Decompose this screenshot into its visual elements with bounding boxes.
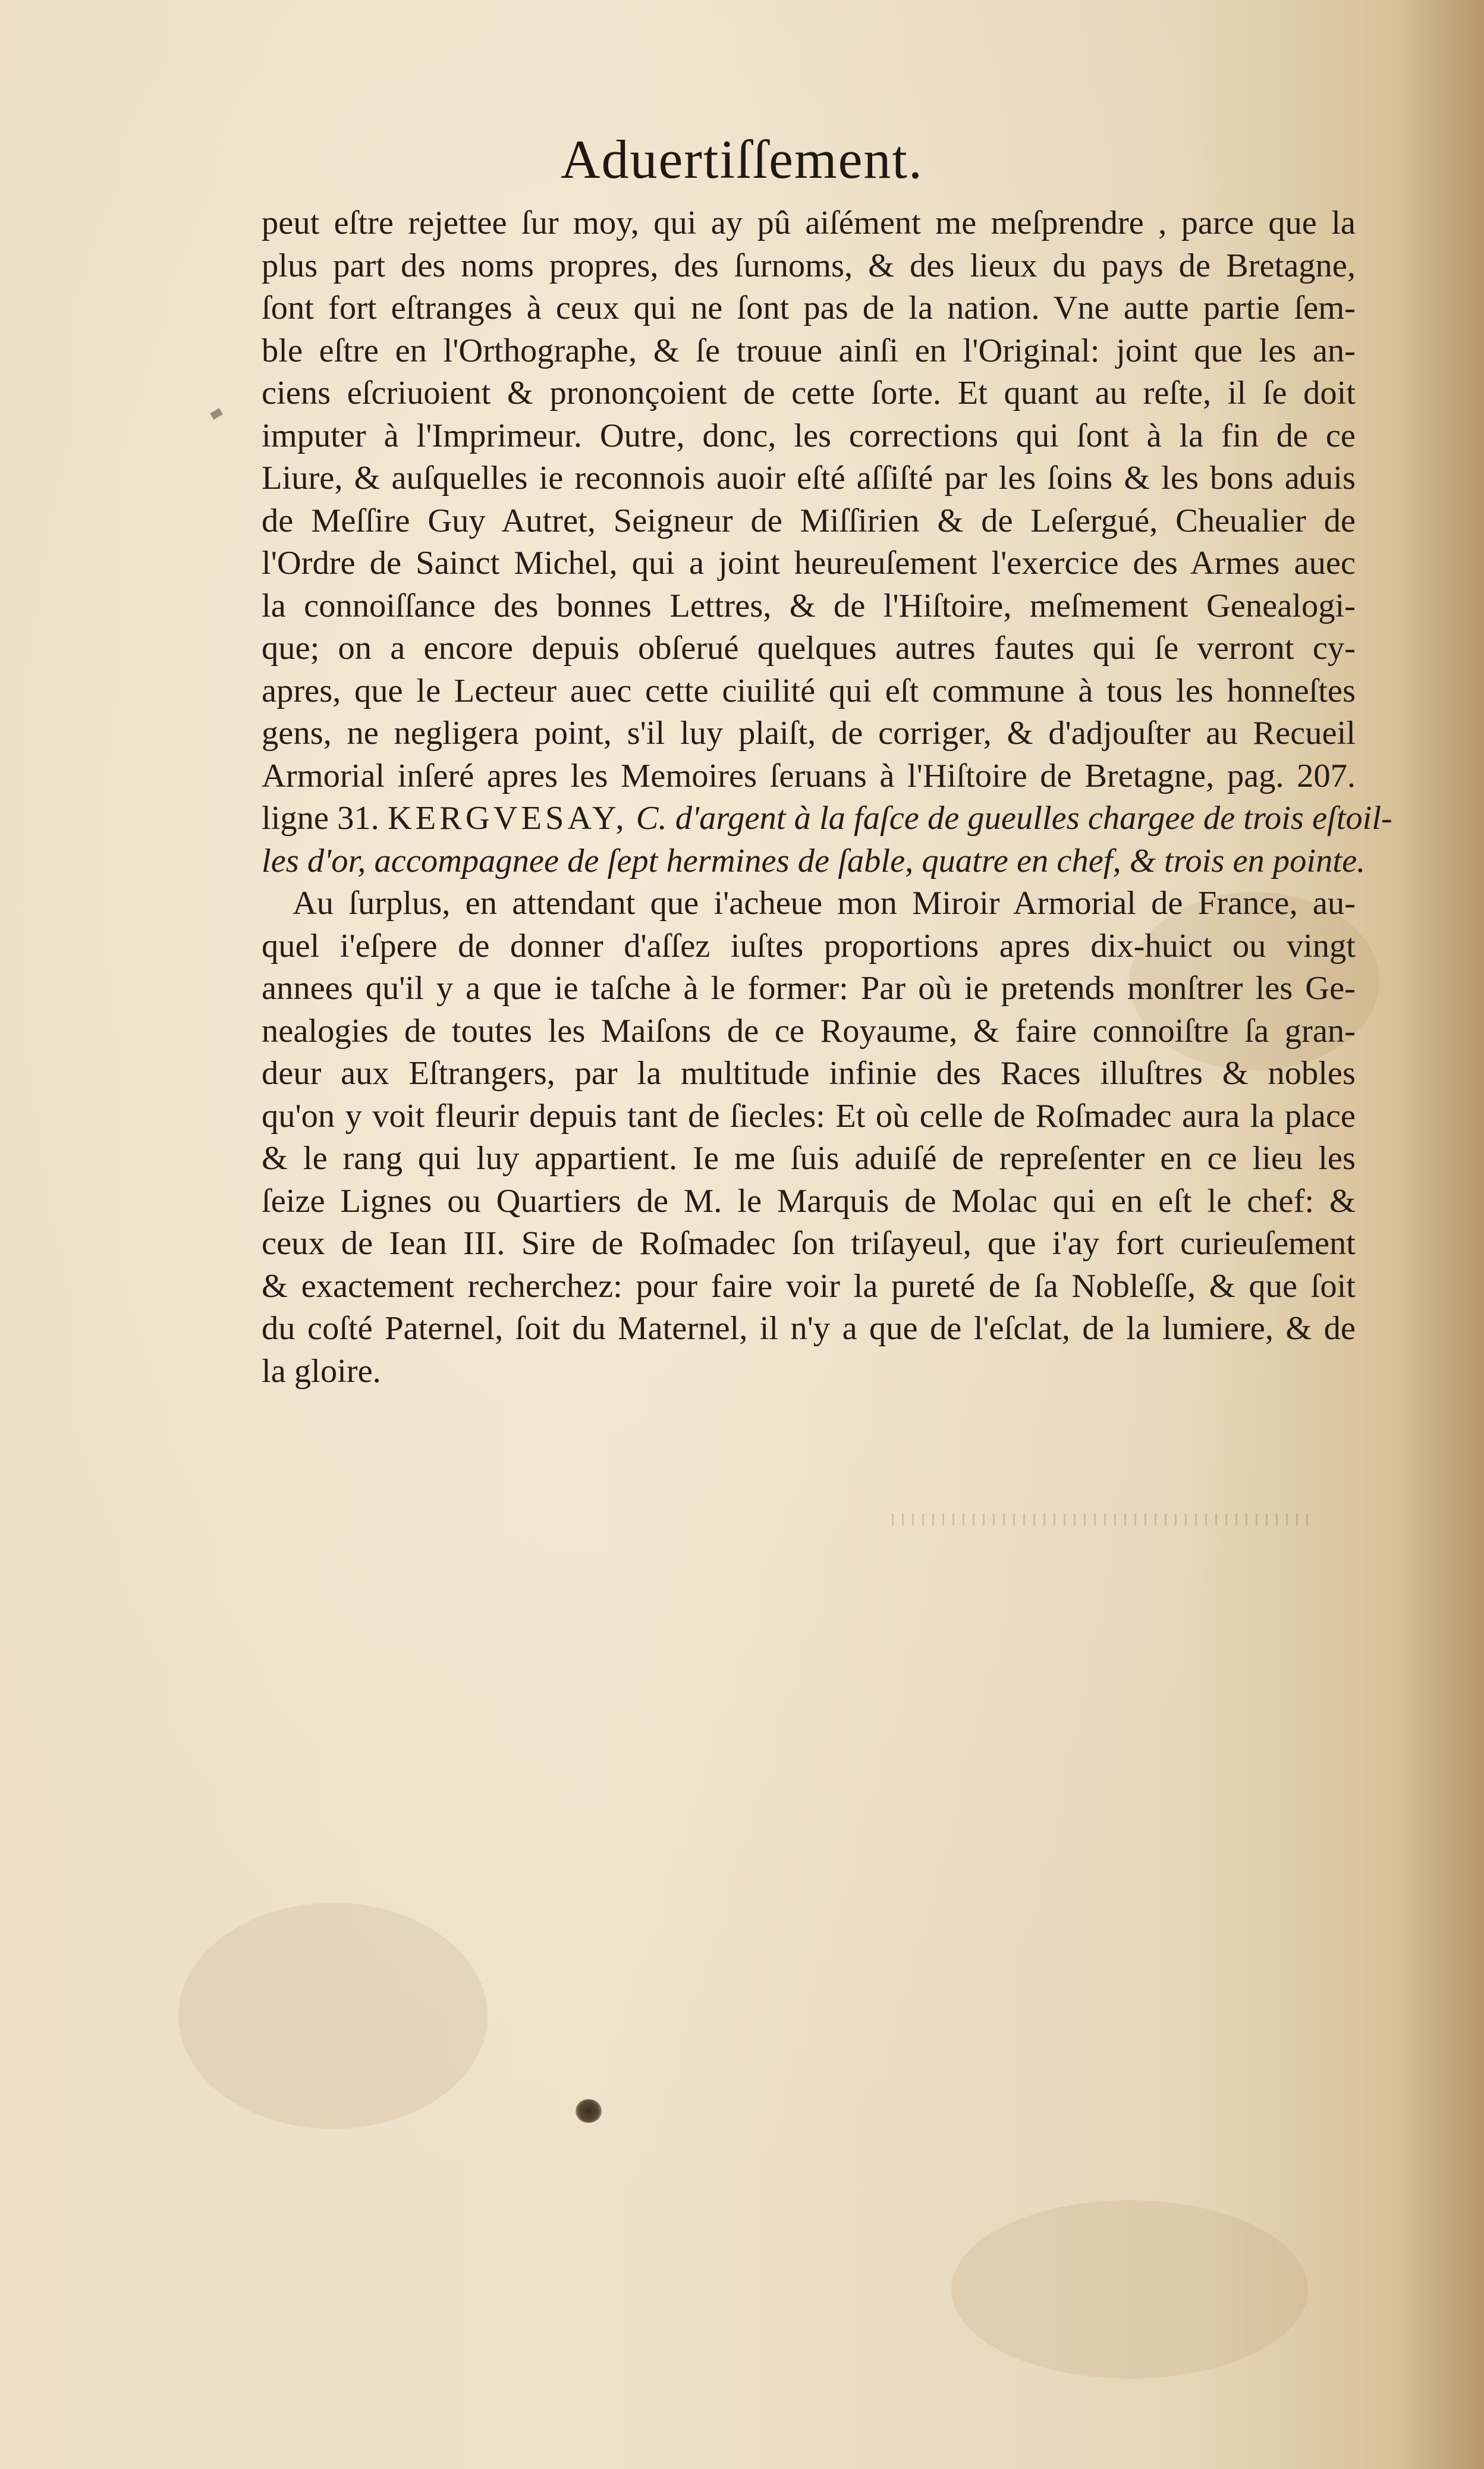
text-line: peut eſtre rejettee ſur moy, qui ay pû aiſément me meſprendre , parce que la [262, 205, 1356, 241]
text-line: l'Ordre de Sainct Michel, qui a joint heureuſement l'exercice des Armes auec [262, 545, 1356, 582]
text-line: Liure, & auſquelles ie reconnois auoir eſté aſſiſté par les ſoins & les bons aduis [262, 460, 1356, 497]
text-line: ceux de Iean III. Sire de Roſmadec ſon triſayeul, que i'ay fort curieuſement [262, 1225, 1356, 1262]
ink-specks [892, 1513, 1308, 1525]
text-line: & exactement recherchez: pour faire voir la pureté de ſa Nobleſſe, & que ſoit [262, 1267, 1356, 1305]
text-line: deur aux Eſtrangers, par la multitude infinie des Races illuſtres & nobles [262, 1055, 1356, 1092]
text-line: de Meſſire Guy Autret, Seigneur de Miſſirien & de Leſergué, Cheualier de [262, 502, 1356, 539]
text-line: Au ſurplus, en attendant que i'acheue mon Miroir Armorial de France, au- [293, 885, 1356, 922]
text-line: ciens eſcriuoient & prononçoient de cette ſorte. Et quant au reſte, il ſe doit [262, 375, 1356, 412]
page-heading: Aduertiſſement. [561, 129, 923, 190]
entry-blazon-continued: les d'or, accompagnee de ſept hermines de ſable, quatre en chef, & trois en pointe. [262, 842, 1366, 879]
paper-stain [178, 1903, 488, 2129]
text-line: imputer à l'Imprimeur. Outre, donc, les corrections qui ſont à la fin de ce [262, 417, 1356, 454]
paper-stain [951, 2200, 1308, 2379]
text-line: quel i'eſpere de donner d'aſſez iuſtes proportions apres dix-huict ou vingt [262, 927, 1356, 965]
margin-mark [210, 408, 223, 419]
text-line: qu'on y voit fleurir depuis tant de ſiecles: Et où celle de Roſmadec aura la place [262, 1097, 1356, 1135]
text-line: ſeize Lignes ou Quartiers de M. le Marquis de Molac qui en eſt le chef: & [262, 1182, 1356, 1220]
ink-blot [576, 2099, 602, 2123]
entry-reference: ligne 31. [262, 800, 388, 837]
text-line: ſont fort eſtranges à ceux qui ne ſont pas de la nation. Vne autte partie ſem- [262, 290, 1356, 326]
body-text [262, 202, 1392, 1393]
entry-family-name: KERGVESAY, [387, 800, 628, 837]
text-line: nealogies de toutes les Maiſons de ce Royaume, & faire connoiſtre ſa gran- [262, 1012, 1356, 1050]
text-line: du coſté Paternel, ſoit du Maternel, il n'y a que de l'eſclat, de la lumiere, & de [262, 1310, 1356, 1347]
text-line: que; on a encore depuis obſerué quelques autres fautes qui ſe verront cy- [262, 630, 1356, 667]
text-line: gens, ne negligera point, s'il luy plaiſt, de corriger, & d'adjouſter au Recueil [262, 715, 1356, 752]
text-line: ble eſtre en l'Orthographe, & ſe trouue ainſi en l'Original: joint que les an- [262, 332, 1356, 369]
text-line: la connoiſſance des bonnes Lettres, & de l'Hiſtoire, meſmement Genealogi- [262, 587, 1356, 624]
page-edge-shadow [1401, 0, 1484, 2469]
entry-blazon: C. d'argent à la faſce de gueulles chargee de trois eſtoil- [627, 800, 1392, 837]
armorial-entry-line [262, 797, 1392, 840]
text-line: & le rang qui luy appartient. Ie me ſuis aduiſé de repreſenter en ce lieu les [262, 1140, 1356, 1177]
text-line: apres, que le Lecteur auec cette ciuilité qui eſt commune à tous les honneſtes [262, 672, 1356, 709]
text-line: plus part des noms propres, des ſurnoms, & des lieux du pays de Bretagne, [262, 247, 1356, 284]
text-line: Armorial inſeré apres les Memoires ſeruans à l'Hiſtoire de Bretagne, pag. 207. [262, 757, 1356, 794]
text-line: la gloire. [262, 1352, 381, 1390]
text-line: annees qu'il y a que ie taſche à le former: Par où ie pretends monſtrer les Ge- [262, 970, 1356, 1007]
